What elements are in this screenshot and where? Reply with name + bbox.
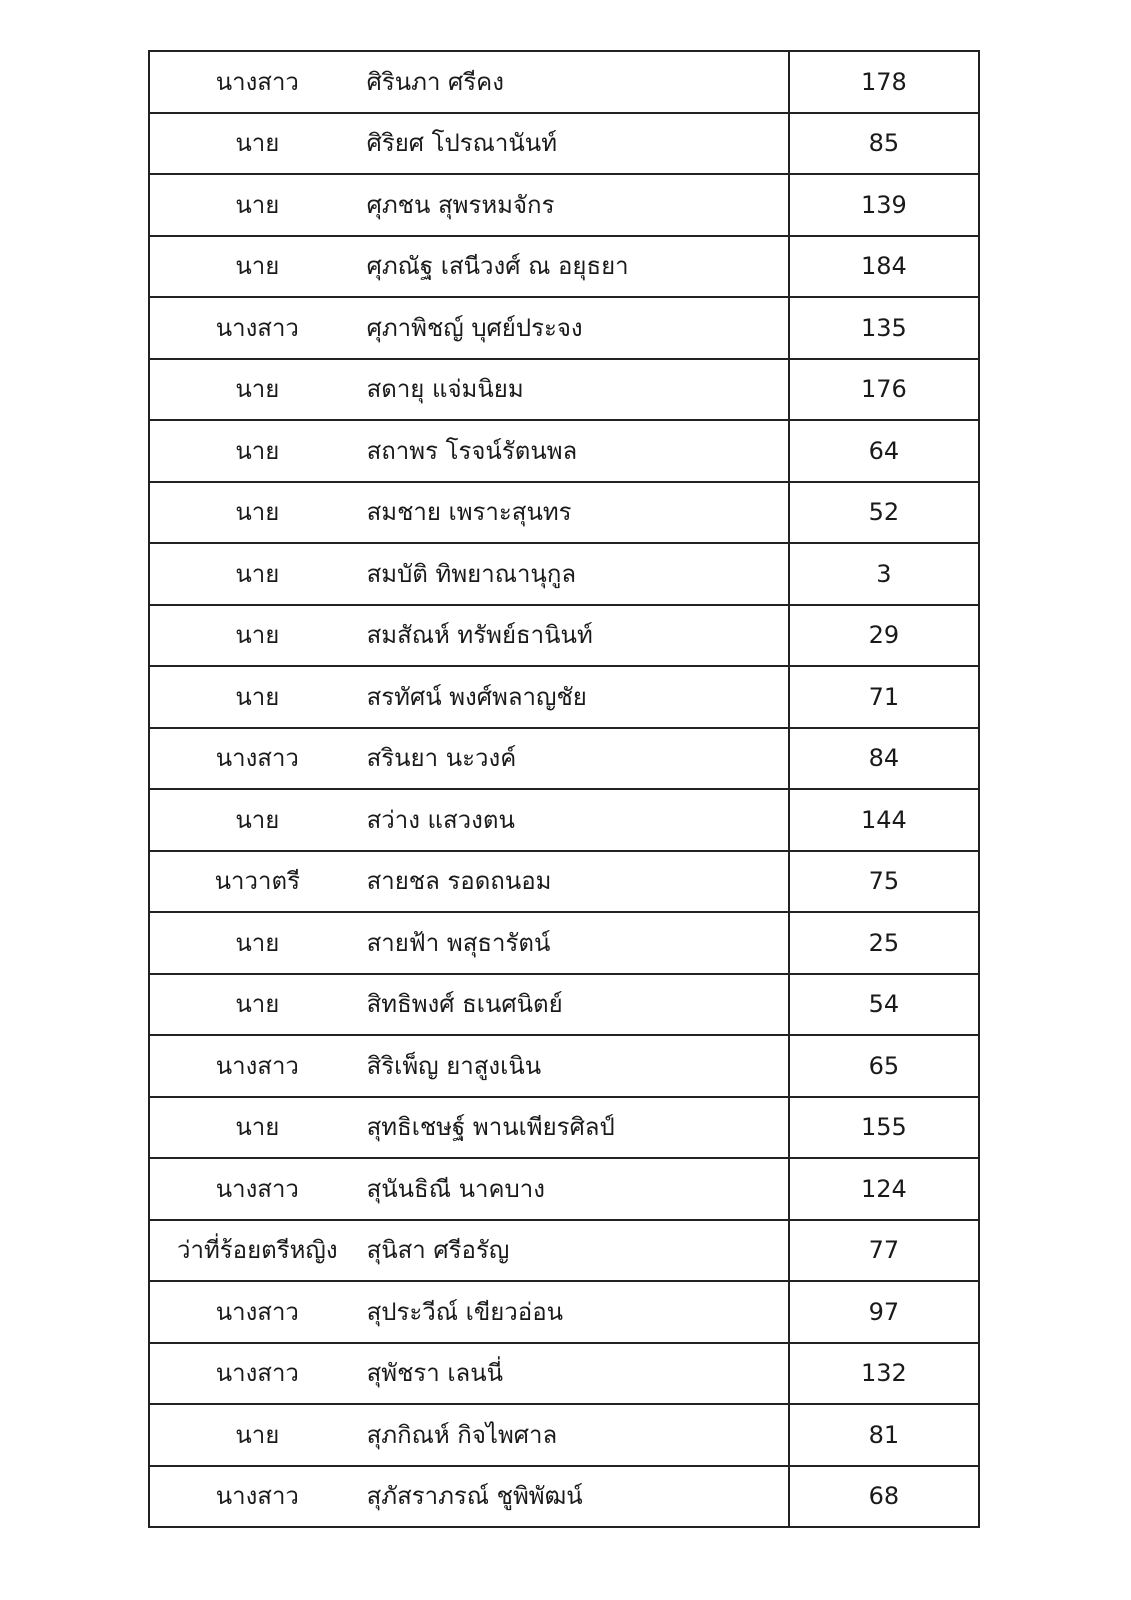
table-row (149, 1404, 979, 1466)
title-cell: นาย (149, 420, 365, 482)
title-cell: นาวาตรี (149, 851, 365, 913)
name-cell: สรินยา นะวงค์ (365, 728, 789, 790)
number-cell: 132 (789, 1343, 979, 1405)
name-cell: สมชาย เพราะสุนทร (365, 482, 789, 544)
title-cell: นาย (149, 482, 365, 544)
title-cell: นางสาว (149, 51, 365, 113)
number-cell: 135 (789, 297, 979, 359)
title-cell: นางสาว (149, 1281, 365, 1343)
number-cell: 65 (789, 1035, 979, 1097)
number-cell: 184 (789, 236, 979, 298)
number-cell: 25 (789, 912, 979, 974)
table-row (149, 174, 979, 236)
title-cell: นางสาว (149, 1158, 365, 1220)
name-cell: สายฟ้า พสุธารัตน์ (365, 912, 789, 974)
number-cell: 144 (789, 789, 979, 851)
title-cell: นาย (149, 1404, 365, 1466)
number-cell: 139 (789, 174, 979, 236)
name-cell: สมบัติ ทิพยาณานุกูล (365, 543, 789, 605)
table-row (149, 789, 979, 851)
number-cell: 85 (789, 113, 979, 175)
name-cell: สถาพร โรจน์รัตนพล (365, 420, 789, 482)
name-list-table (148, 50, 980, 1528)
name-cell: สมสัณห์ ทรัพย์ธานินท์ (365, 605, 789, 667)
table-row (149, 1035, 979, 1097)
number-cell: 176 (789, 359, 979, 421)
table-row (149, 851, 979, 913)
number-cell: 178 (789, 51, 979, 113)
name-cell: สุนันธิณี นาคบาง (365, 1158, 789, 1220)
number-cell: 97 (789, 1281, 979, 1343)
title-cell: นางสาว (149, 1035, 365, 1097)
number-cell: 52 (789, 482, 979, 544)
title-cell: นาย (149, 974, 365, 1036)
table-row (149, 420, 979, 482)
title-cell: นาย (149, 666, 365, 728)
table-row (149, 1097, 979, 1159)
number-cell: 68 (789, 1466, 979, 1528)
table-row (149, 236, 979, 298)
name-list-body (149, 51, 979, 1527)
number-cell: 84 (789, 728, 979, 790)
table-row (149, 1220, 979, 1282)
table-row (149, 1343, 979, 1405)
name-cell: ศิรินภา ศรีคง (365, 51, 789, 113)
title-cell: นาย (149, 605, 365, 667)
name-cell: สายชล รอดถนอม (365, 851, 789, 913)
title-cell: นางสาว (149, 1343, 365, 1405)
number-cell: 75 (789, 851, 979, 913)
name-cell: สุภกิณห์ กิจไพศาล (365, 1404, 789, 1466)
title-cell: ว่าที่ร้อยตรีหญิง (149, 1220, 365, 1282)
name-cell: สิริเพ็ญ ยาสูงเนิน (365, 1035, 789, 1097)
title-cell: นาย (149, 543, 365, 605)
table-row (149, 482, 979, 544)
table-row (149, 1158, 979, 1220)
title-cell: นางสาว (149, 728, 365, 790)
number-cell: 81 (789, 1404, 979, 1466)
name-cell: สิทธิพงศ์ ธเนศนิตย์ (365, 974, 789, 1036)
name-cell: สุประวีณ์ เขียวอ่อน (365, 1281, 789, 1343)
name-cell: ศุภชน สุพรหมจักร (365, 174, 789, 236)
title-cell: นาย (149, 359, 365, 421)
title-cell: นาย (149, 789, 365, 851)
table-row (149, 297, 979, 359)
name-cell: ศุภาพิชญ์ บุศย์ประจง (365, 297, 789, 359)
table-row (149, 1466, 979, 1528)
number-cell: 124 (789, 1158, 979, 1220)
number-cell: 71 (789, 666, 979, 728)
name-cell: สุพัชรา เลนนี่ (365, 1343, 789, 1405)
table-row (149, 113, 979, 175)
name-cell: ศุภณัฐ เสนีวงศ์ ณ อยุธยา (365, 236, 789, 298)
title-cell: นาย (149, 1097, 365, 1159)
title-cell: นาย (149, 912, 365, 974)
table-row (149, 51, 979, 113)
table-row (149, 974, 979, 1036)
table-row (149, 605, 979, 667)
name-cell: สว่าง แสวงตน (365, 789, 789, 851)
name-cell: สดายุ แจ่มนิยม (365, 359, 789, 421)
title-cell: นางสาว (149, 297, 365, 359)
name-cell: ศิริยศ โปรณานันท์ (365, 113, 789, 175)
table-row (149, 912, 979, 974)
title-cell: นาย (149, 174, 365, 236)
table-row (149, 666, 979, 728)
name-cell: สุนิสา ศรีอรัญ (365, 1220, 789, 1282)
name-cell: สุทธิเชษฐ์ พานเพียรศิลป์ (365, 1097, 789, 1159)
number-cell: 29 (789, 605, 979, 667)
table-row (149, 359, 979, 421)
table-row (149, 1281, 979, 1343)
title-cell: นาย (149, 113, 365, 175)
table-row (149, 543, 979, 605)
number-cell: 155 (789, 1097, 979, 1159)
number-cell: 54 (789, 974, 979, 1036)
name-cell: สรทัศน์ พงศ์พลาญชัย (365, 666, 789, 728)
number-cell: 64 (789, 420, 979, 482)
number-cell: 77 (789, 1220, 979, 1282)
table-row (149, 728, 979, 790)
number-cell: 3 (789, 543, 979, 605)
title-cell: นาย (149, 236, 365, 298)
name-cell: สุภัสราภรณ์ ชูพิพัฒน์ (365, 1466, 789, 1528)
title-cell: นางสาว (149, 1466, 365, 1528)
